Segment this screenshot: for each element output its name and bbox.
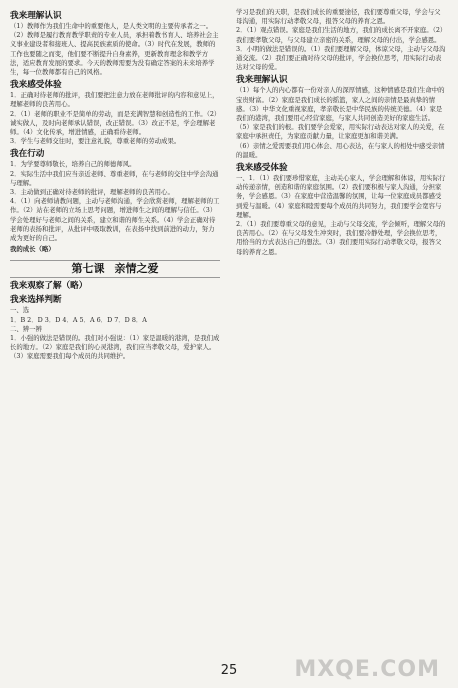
paragraph: （6）亲情之爱需要我们用心体会、用心表达，在与家人的相处中感受亲情的温暖。 <box>236 141 445 159</box>
section-heading: 我来选择判断 <box>10 295 62 306</box>
paragraph: 1．小强的做法是错误的。我们对小强说：（1）家是温暖的港湾，是我们成长的地方。（2）家庭是我们的心灵港湾，我们应当孝敬父母，爱护家人。（3）家庭需要我们每个成员的共同维护。 <box>10 334 220 361</box>
paragraph: 我的成长（略） <box>10 245 55 254</box>
paragraph: 3．主动做到正确对待老师的批评，理解老师的良苦用心。 <box>10 188 174 197</box>
paragraph: 二、辨一辨 <box>10 324 42 333</box>
answer-line: 1．B 2．D 3．D 4．A 5．A 6．D 7．D 8．A <box>10 315 147 324</box>
paragraph: 4．（1）向老师请教问题，主动与老师沟通，学会欣赏老师，理解老师的工作。（2）站在老师的立场上思考问题，增进师生之间的理解与信任。（3）学会处理好与老师之间的关系，建立和谐的师生关系。（4）学会正确对待老师的表扬和批评，从批评中吸取教训，在表扬中找到前进的动力，努力成为更好的自己。 <box>10 197 220 243</box>
section-heading: 我来理解认识 <box>10 11 62 21</box>
section-heading: 我来感受体验 <box>10 80 62 91</box>
section-heading: 我来观察了解（略） <box>10 281 88 292</box>
section-heading: 我来感受体验 <box>236 163 288 174</box>
paragraph: 学习是我们的天职，是我们成长的重要途径，我们要尊重父母，学会与父母沟通，用实际行动孝敬父母，报答父母的养育之恩。 <box>236 8 441 26</box>
paragraph: 2．（1）我们要尊重父母的意见，主动与父母交流，学会倾听，理解父母的良苦用心。（2）在与父母发生冲突时，我们要冷静处理，学会换位思考，用恰当的方式表达自己的想法。（3）我们要用实际行动孝敬父母，报答父母的养育之恩。 <box>236 220 446 256</box>
right-column <box>236 8 446 257</box>
paragraph: 3．学生与老师交往时，要注意礼貌，尊重老师的劳动成果。 <box>10 137 181 146</box>
page-number: 25 <box>220 663 238 678</box>
paragraph: 2．（1）老师的职业不是简单的劳动，而是充满智慧和创造性的工作。（2）诚实做人，及时向老师承认错误，改正错误。（3）改正不足，学会理解老师。（4）文化传承，增进情感，正确看待老师。 <box>10 109 218 137</box>
paragraph: （5）家是我们的根。我们要学会爱家，用实际行动表达对家人的关爱，在家庭中承担责任，为家庭贡献力量，让家庭更加和谐美满。 <box>236 123 445 141</box>
lesson-title <box>10 260 220 278</box>
watermark: MXQE.COM <box>294 657 440 682</box>
paragraph: （1）教师作为我们生命中的重要他人，是人类文明的主要传承者之一。（2）教师是履行教育教学职责的专业人员，承担着教书育人、培养社会主义事业建设者和接班人、提高民族素质的使命。（3）时代在发展，教师的工作也要随之而变，他们要不断提升自身素养，更新教育理念和教学方法，适应教育发展的要求。今天的教师需要为没有确定答案的未来培养学生，每一位教师都有自己的风格。 <box>10 22 219 77</box>
lesson-name: 亲情之爱 <box>114 262 159 276</box>
lesson-number: 第七课 <box>71 262 105 276</box>
paragraph: 2．实际生活中我们应当亲近老师、尊重老师，在与老师的交往中学会沟通与理解。 <box>10 169 219 187</box>
section-heading: 我在行动 <box>10 149 45 160</box>
left-column <box>10 8 220 362</box>
paragraph: （1）每个人的内心都有一份对亲人的深厚情感，这种情感是我们生命中的宝贵财富。（2）家庭是我们成长的摇篮，家人之间的亲情是最真挚的情感。（3）中华文化重视家庭，孝亲敬长是中华民族的传统美德。（4）家是我们的港湾，我们要用心经营家庭，与家人共同创造美好的家庭生活。 <box>236 86 445 123</box>
paragraph: 1．正确对待老师的批评，我们要把注意力放在老师批评的内容和意见上，理解老师的良苦用心。 <box>10 91 219 109</box>
paragraph: 一、选 <box>10 306 30 315</box>
paragraph: 3．小明的做法是错误的。（1）我们要理解父母，体谅父母，主动与父母沟通交流。（2）我们要正确对待父母的批评，学会换位思考，用实际行动表达对父母的爱。 <box>236 44 446 72</box>
section-heading: 我来理解认识 <box>236 75 288 86</box>
paragraph: 一、1．（1）我们要珍惜家庭，主动关心家人，学会理解和体谅，用实际行动传递亲情，创造和谐的家庭氛围。（2）我们要积极与家人沟通，分担家务，学会感恩。（3）在家庭中营造温馨的氛围，让每一位家庭成员都感受到爱与温暖。（4）家庭和睦需要每个成员的共同努力，我们要学会宽容与理解。 <box>236 174 446 219</box>
paragraph: 1．为学要尊师敬长，培养自己的师德师风。 <box>10 160 136 169</box>
paragraph: 2．（1）观点错误。家庭是我们生活的地方，我们的成长离不开家庭。（2）我们要孝敬父母，与父母建立亲密的关系，理解父母的付出，学会感恩。 <box>236 26 444 44</box>
